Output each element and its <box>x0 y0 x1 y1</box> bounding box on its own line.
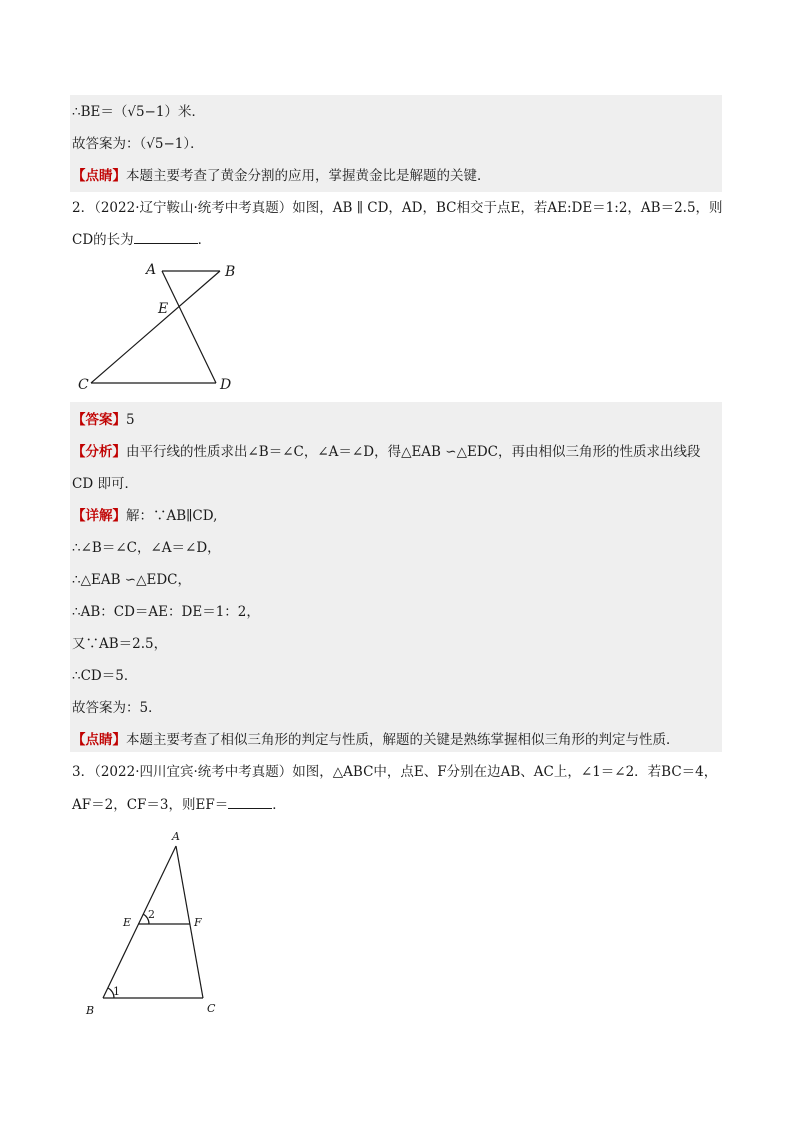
question-3-stem: 3．（2022·四川宜宾·统考中考真题）如图，△ABC中，点E、F分别在边AB、AC上，∠1＝∠2．若BC＝4， <box>72 764 718 780</box>
xiangjie-line <box>72 506 217 526</box>
dianjing-text: 本题主要考查了相似三角形的判定与性质，解题的关键是熟练掌握相似三角形的判定与性质． <box>126 732 680 748</box>
dianjing-line-2 <box>72 730 680 750</box>
stem-text: CD的长为 <box>72 232 134 248</box>
label-F: F <box>194 916 202 929</box>
question-2-stem-2 <box>72 229 211 250</box>
solution-step: 故答案为：5． <box>72 700 162 716</box>
label-C: C <box>207 1002 216 1015</box>
question-3-stem-2 <box>72 794 286 815</box>
figure-q2-crossed-triangles <box>70 258 260 398</box>
label-B: B <box>225 264 236 280</box>
angle-2-label: 2 <box>148 908 155 921</box>
label-B: B <box>86 1004 95 1017</box>
dianjing-text: 本题主要考查了黄金分割的应用，掌握黄金比是解题的关键． <box>126 168 491 184</box>
solution-step: ∴∠B＝∠C，∠A＝∠D， <box>72 540 221 556</box>
label-A: A <box>146 262 157 278</box>
fenxi-tag: 【分析】 <box>72 444 126 460</box>
answer-tag: 【答案】 <box>72 412 126 428</box>
label-A: A <box>172 830 180 843</box>
dianjing-tag: 【点睛】 <box>72 168 126 184</box>
dianjing-line <box>72 166 491 186</box>
solution-line: 故答案为：（√5−1）． <box>72 136 204 152</box>
angle-1-label: 1 <box>113 985 120 998</box>
label-C: C <box>78 377 89 393</box>
solution-line: ∴BE＝（√5−1）米． <box>72 104 205 120</box>
fenxi-line-2: CD 即可． <box>72 476 138 492</box>
stem-text: ． <box>197 232 212 248</box>
solution-step: ∴AB：CD＝AE：DE＝1：2， <box>72 604 260 620</box>
label-E: E <box>158 301 169 317</box>
dianjing-tag: 【点睛】 <box>72 732 126 748</box>
solution-step: 又∵AB＝2.5， <box>72 636 168 652</box>
fenxi-text: 由平行线的性质求出∠B＝∠C，∠A＝∠D，得△EAB ∽△EDC，再由相似三角形的性质求出线段 <box>126 444 701 460</box>
figure-q3-triangle <box>76 826 236 1026</box>
answer-blank <box>228 794 272 809</box>
fenxi-line <box>72 442 700 462</box>
answer-blank <box>134 229 198 244</box>
stem-text: ． <box>272 797 286 813</box>
label-D: D <box>220 377 232 393</box>
solution-step: ∴△EAB ∽△EDC， <box>72 572 191 588</box>
question-2-stem: 2．（2022·辽宁鞍山·统考中考真题）如图，AB ∥ CD，AD，BC相交于点E，若AE:DE＝1:2，AB＝2.5，则 <box>72 200 723 216</box>
answer-value: 5 <box>126 412 135 428</box>
answer-line <box>72 410 135 430</box>
stem-text: AF＝2，CF＝3，则EF＝ <box>72 797 229 813</box>
xiangjie-tag: 【详解】 <box>72 508 126 524</box>
xiangjie-text: 解：∵AB∥CD, <box>126 508 218 524</box>
solution-step: ∴CD＝5． <box>72 668 138 684</box>
label-E: E <box>123 916 132 929</box>
